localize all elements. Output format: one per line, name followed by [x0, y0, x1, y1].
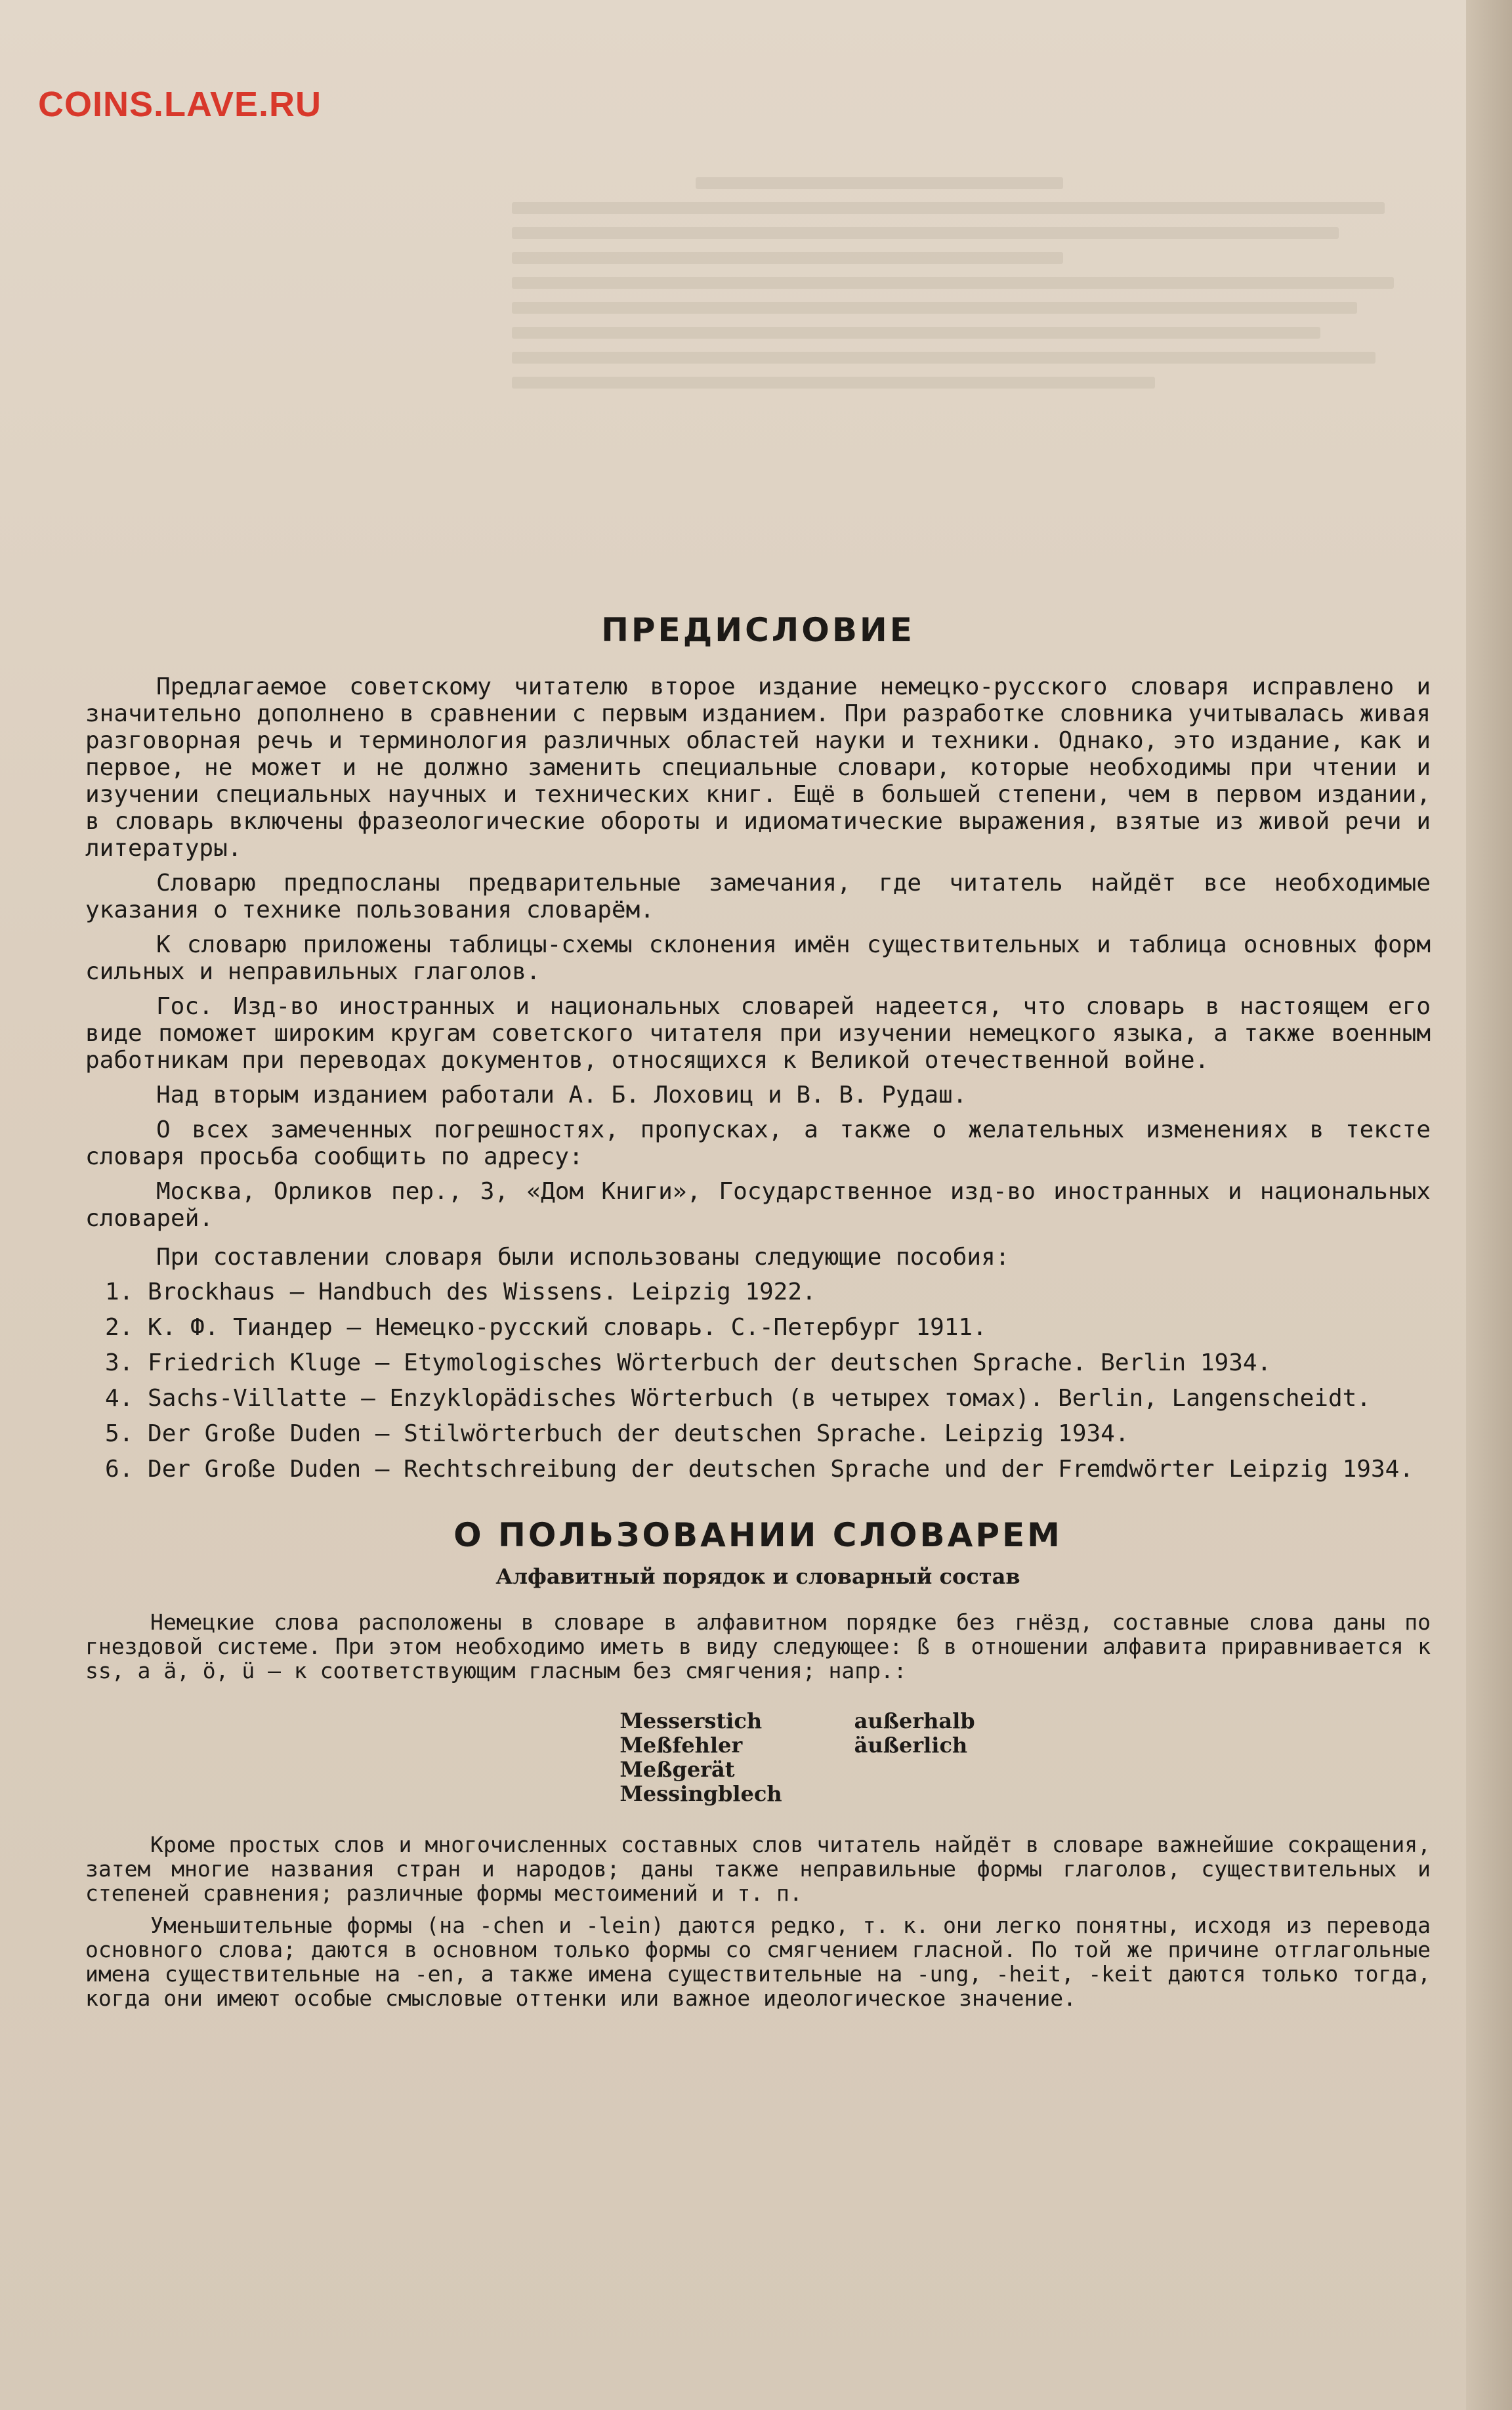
usage-section: [85, 1610, 1431, 2010]
preface-paragraph: К словарю приложены таблицы-схемы склонения имён существительных и таблица основных форм сильных и неправильных глаголов.: [85, 931, 1431, 985]
example-column-left: [620, 1709, 782, 1806]
bibliography-item: 3. Friedrich Kluge — Etymologisches Wörterbuch der deutschen Sprache. Berlin 1934.: [105, 1349, 1272, 1376]
page-edge: [1466, 0, 1512, 2410]
bibliography-list: [85, 1279, 1431, 1483]
usage-subtitle: Алфавитный порядок и словарный состав: [495, 1564, 1020, 1589]
example-word: Messerstich: [620, 1708, 763, 1733]
bibliography-item: 1. Brockhaus — Handbuch des Wissens. Leipzig 1922.: [105, 1279, 816, 1305]
bleed-through-text: [512, 164, 1431, 402]
example-word: Meßgerät: [620, 1757, 735, 1782]
example-word: äußerlich: [854, 1733, 968, 1758]
page-content: [85, 611, 1431, 2018]
example-word: außerhalb: [854, 1708, 975, 1733]
bibliography-item: 2. К. Ф. Тиандер — Немецко-русский словарь. С.-Петербург 1911.: [105, 1314, 987, 1341]
bibliography-item: 6. Der Große Duden — Rechtschreibung der deutschen Sprache und der Fremdwörter Leipzig 1934.: [105, 1456, 1414, 1483]
example-column-right: [854, 1709, 975, 1806]
preface-paragraph: Гос. Изд-во иностранных и национальных словарей надеется, что словарь в настоящем его виде поможет широким кругам советского читателя при изучении немецкого языка, а также военным работникам при переводах документов, относящихся к Великой отечественной войне.: [85, 993, 1431, 1074]
preface-paragraph: Предлагаемое советскому читателю второе издание немецко-русского словаря исправлено и значительно дополнено в сравнении с первым изданием. При разработке словника учитывалась живая разговорная речь и терминология различных областей науки и техники. Однако, это издание, как и первое, не может и не должно заменить специальные словари, которые необходимы при чтении и изучении специальных научных и технических книг. Ещё в большей степени, чем в первом издании, в словарь включены фразеологические обороты и идиоматические выражения, взятые из живой речи и литературы.: [85, 673, 1431, 862]
usage-paragraph: Кроме простых слов и многочисленных составных слов читатель найдёт в словаре важнейшие сокращения, затем многие названия стран и народов; даны также неправильные формы глаголов, существительных и степеней сравнения; различные формы местоимений и т. п.: [85, 1832, 1431, 1906]
watermark: COINS.LAVE.RU: [38, 85, 322, 124]
example-words: [85, 1709, 1431, 1806]
usage-title: О ПОЛЬЗОВАНИИ СЛОВАРЕМ: [453, 1516, 1062, 1554]
preface-paragraph: Над вторым изданием работали А. Б. Лоховиц и В. В. Рудаш.: [156, 1082, 967, 1109]
example-word: Messingblech: [620, 1781, 782, 1806]
preface-title: ПРЕДИСЛОВИЕ: [601, 611, 915, 649]
usage-paragraph: Уменьшительные формы (на -chen и -lein) даются редко, т. к. они легко понятны, исходя из перевода основного слова; даются в основном только формы со смягчением гласной. По той же причине отглагольные имена существительные на -en, а также имена существительные на -ung, -heit, -keit даются только тогда, когда они имеют особые смысловые оттенки или важное идеологическое значение.: [85, 1913, 1431, 2011]
bibliography-intro: При составлении словаря были использованы следующие пособия:: [156, 1244, 1010, 1271]
bibliography-item: 5. Der Große Duden — Stilwörterbuch der deutschen Sprache. Leipzig 1934.: [105, 1420, 1129, 1447]
usage-paragraph: Немецкие слова расположены в словаре в алфавитном порядке без гнёзд, составные слова даны по гнездовой системе. При этом необходимо иметь в виду следующее: ß в отношении алфавита приравнивается к ss, а ä, ö, ü — к соответствующим гласным без смягчения; напр.:: [85, 1609, 1431, 1683]
example-word: Meßfehler: [620, 1733, 743, 1758]
bibliography-item: 4. Sachs-Villatte — Enzyklopädisches Wörterbuch (в четырех томах). Berlin, Langenscheidt.: [105, 1385, 1371, 1412]
preface-paragraph: Словарю предпосланы предварительные замечания, где читатель найдёт все необходимые указания о технике пользования словарём.: [85, 870, 1431, 923]
preface-paragraph: О всех замеченных погрешностях, пропусках, а также о желательных изменениях в тексте словаря просьба сообщить по адресу:: [85, 1116, 1431, 1170]
preface-paragraph: Москва, Орликов пер., 3, «Дом Книги», Государственное изд-во иностранных и национальных словарей.: [85, 1178, 1431, 1232]
